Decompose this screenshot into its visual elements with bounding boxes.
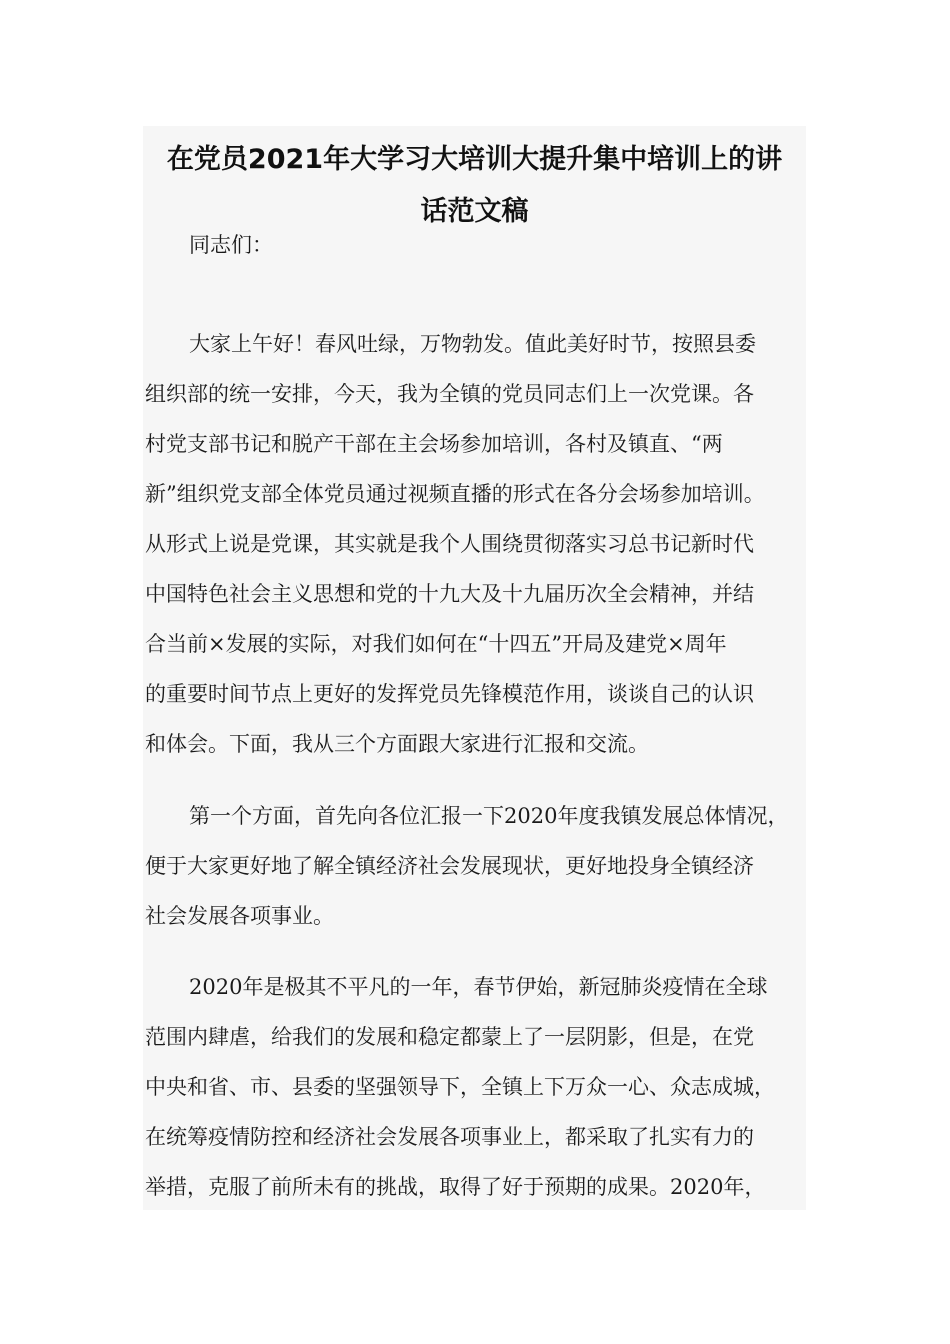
- paragraph-1-line-2: 组织部的统一安排，今天，我为全镇的党员同志们上一次党课。各: [145, 382, 754, 406]
- paragraph-2-line-3: 社会发展各项事业。: [145, 904, 334, 928]
- paragraph-2-line-2: 便于大家更好地了解全镇经济社会发展现状，更好地投身全镇经济: [145, 854, 754, 878]
- paragraph-2-line-1: 第一个方面，首先向各位汇报一下2020年度我镇发展总体情况，: [189, 804, 789, 828]
- paragraph-1-line-1: 大家上午好！春风吐绿，万物勃发。值此美好时节，按照县委: [189, 332, 756, 356]
- paragraph-1-line-6: 中国特色社会主义思想和党的十九大及十九届历次全会精神，并结: [145, 582, 754, 606]
- paragraph-3-line-3: 中央和省、市、县委的坚强领导下，全镇上下万众一心、众志成城，: [145, 1075, 775, 1099]
- paragraph-1-line-5: 从形式上说是党课，其实就是我个人围绕贯彻落实习总书记新时代: [145, 532, 754, 556]
- paragraph-1-line-8: 的重要时间节点上更好的发挥党员先锋模范作用，谈谈自己的认识: [145, 682, 754, 706]
- title-line-2: 话范文稿: [420, 196, 529, 227]
- paragraph-1-line-7: 合当前×发展的实际，对我们如何在“十四五”开局及建党×周年: [145, 632, 727, 656]
- paragraph-3-line-4: 在统筹疫情防控和经济社会发展各项事业上，都采取了扎实有力的: [145, 1125, 754, 1149]
- document-page: [143, 126, 806, 1210]
- paragraph-1-line-9: 和体会。下面，我从三个方面跟大家进行汇报和交流。: [145, 732, 649, 756]
- salutation: 同志们：: [189, 233, 273, 257]
- title-line-1: 在党员2021年大学习大培训大提升集中培训上的讲: [166, 144, 783, 175]
- document-title: [143, 134, 806, 238]
- paragraph-3-line-5: 举措，克服了前所未有的挑战，取得了好于预期的成果。2020年，: [145, 1175, 766, 1199]
- paragraph-1-line-3: 村党支部书记和脱产干部在主会场参加培训，各村及镇直、“两: [145, 432, 723, 456]
- paragraph-3-line-2: 范围内肆虐，给我们的发展和稳定都蒙上了一层阴影，但是，在党: [145, 1025, 754, 1049]
- paragraph-3-line-1: 2020年是极其不平凡的一年，春节伊始，新冠肺炎疫情在全球: [189, 975, 768, 999]
- paragraph-1-line-4: 新”组织党支部全体党员通过视频直播的形式在各分会场参加培训。: [145, 482, 765, 506]
